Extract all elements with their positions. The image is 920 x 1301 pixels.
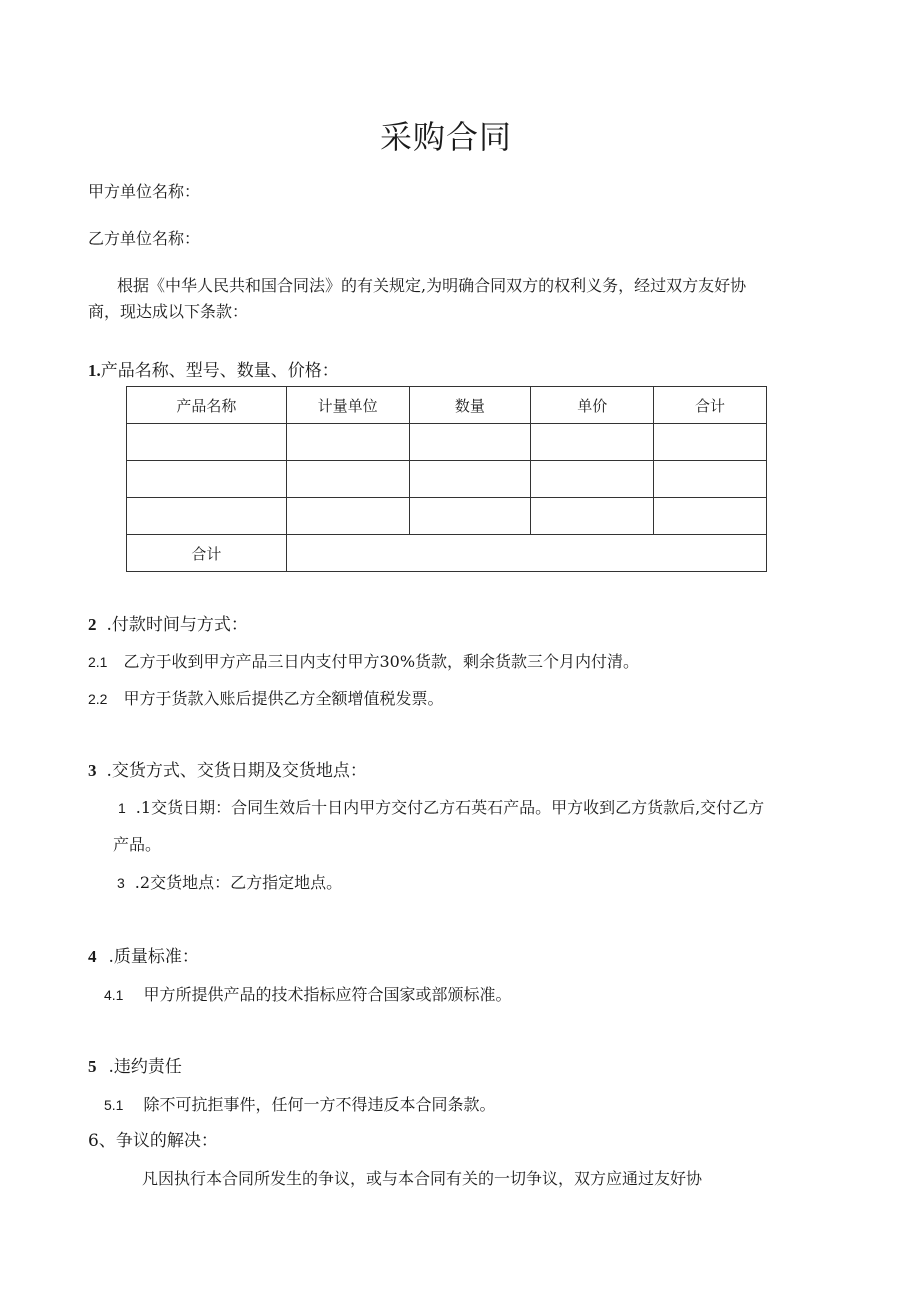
section-6-text: 凡因执行本合同所发生的争议，或与本合同有关的一切争议，双方应通过友好协 xyxy=(142,1169,703,1188)
clause-4-1 xyxy=(104,985,511,1005)
clause-3-1-continuation: 产品。 xyxy=(113,835,162,854)
table-total-row xyxy=(127,535,767,572)
total-value-cell[interactable] xyxy=(286,535,766,572)
section-3-heading xyxy=(88,760,367,782)
clause-2-1 xyxy=(88,652,639,672)
table-cell[interactable] xyxy=(127,498,287,535)
table-row xyxy=(127,498,767,535)
clause-2-2-text: 甲方于货款入账后提供乙方全额增值税发票。 xyxy=(123,689,444,708)
clause-5-1-number: 5.1 xyxy=(104,1097,124,1113)
preamble-line-1: 根据《中华人民共和国合同法》的有关规定,为明确合同双方的权利义务，经过双方友好协 xyxy=(117,276,747,295)
clause-3-2-text: .2交货地点：乙方指定地点。 xyxy=(134,873,343,892)
clause-3-2-number: 3 xyxy=(117,875,125,891)
table-cell[interactable] xyxy=(286,461,409,498)
clause-4-1-number: 4.1 xyxy=(104,987,124,1003)
section-4-title: .质量标准： xyxy=(108,947,199,967)
clause-4-1-text: 甲方所提供产品的技术指标应符合国家或部颁标准。 xyxy=(143,985,512,1004)
clause-3-2 xyxy=(117,873,342,893)
section-1-number: 1. xyxy=(88,361,101,380)
table-cell[interactable] xyxy=(409,498,531,535)
section-5-heading xyxy=(88,1056,182,1078)
party-a-label: 甲方单位名称： xyxy=(88,182,201,201)
section-4-number: 4 xyxy=(88,947,97,966)
section-5-title: .违约责任 xyxy=(108,1057,182,1077)
preamble-line-2: 商，现达成以下条款： xyxy=(88,302,249,321)
section-2-heading xyxy=(88,614,248,636)
page-title: 采购合同 xyxy=(379,118,512,156)
clause-3-1 xyxy=(118,798,764,818)
section-5-number: 5 xyxy=(88,1057,97,1076)
table-cell[interactable] xyxy=(654,498,767,535)
table-cell[interactable] xyxy=(531,461,654,498)
product-table xyxy=(126,386,767,572)
table-row xyxy=(127,424,767,461)
section-3-number: 3 xyxy=(88,761,97,780)
clause-5-1 xyxy=(104,1095,495,1115)
clause-3-1-number: 1 xyxy=(118,800,126,816)
section-4-heading xyxy=(88,946,199,968)
table-row xyxy=(127,461,767,498)
section-3-title: .交货方式、交货日期及交货地点： xyxy=(106,761,367,781)
section-1-heading xyxy=(88,360,339,382)
table-cell[interactable] xyxy=(409,461,531,498)
table-cell[interactable] xyxy=(409,424,531,461)
table-header-row xyxy=(127,387,767,424)
party-b-label: 乙方单位名称： xyxy=(88,229,201,248)
table-cell[interactable] xyxy=(286,424,409,461)
table-cell[interactable] xyxy=(127,461,287,498)
section-2-title: .付款时间与方式： xyxy=(106,615,248,635)
clause-2-1-number: 2.1 xyxy=(88,654,108,670)
clause-2-1-text: 乙方于收到甲方产品三日内支付甲方30%货款，剩余货款三个月内付清。 xyxy=(123,652,640,671)
section-2-number: 2 xyxy=(88,615,97,634)
table-cell[interactable] xyxy=(531,498,654,535)
table-cell[interactable] xyxy=(654,424,767,461)
header-unit: 计量单位 xyxy=(286,387,409,424)
section-6-heading: 6、争议的解决： xyxy=(88,1131,218,1151)
clause-5-1-text: 除不可抗拒事件，任何一方不得违反本合同条款。 xyxy=(143,1095,496,1114)
section-1-title: 产品名称、型号、数量、价格： xyxy=(100,361,339,381)
header-unit-price: 单价 xyxy=(531,387,654,424)
table-cell[interactable] xyxy=(654,461,767,498)
table-cell[interactable] xyxy=(286,498,409,535)
clause-2-2-number: 2.2 xyxy=(88,691,108,707)
total-label: 合计 xyxy=(127,535,287,572)
table-cell[interactable] xyxy=(127,424,287,461)
table-cell[interactable] xyxy=(531,424,654,461)
header-subtotal: 合计 xyxy=(654,387,767,424)
clause-2-2 xyxy=(88,689,443,709)
header-product-name: 产品名称 xyxy=(127,387,287,424)
header-quantity: 数量 xyxy=(409,387,531,424)
clause-3-1-text: .1交货日期：合同生效后十日内甲方交付乙方石英石产品。甲方收到乙方货款后,交付乙方 xyxy=(135,798,765,817)
